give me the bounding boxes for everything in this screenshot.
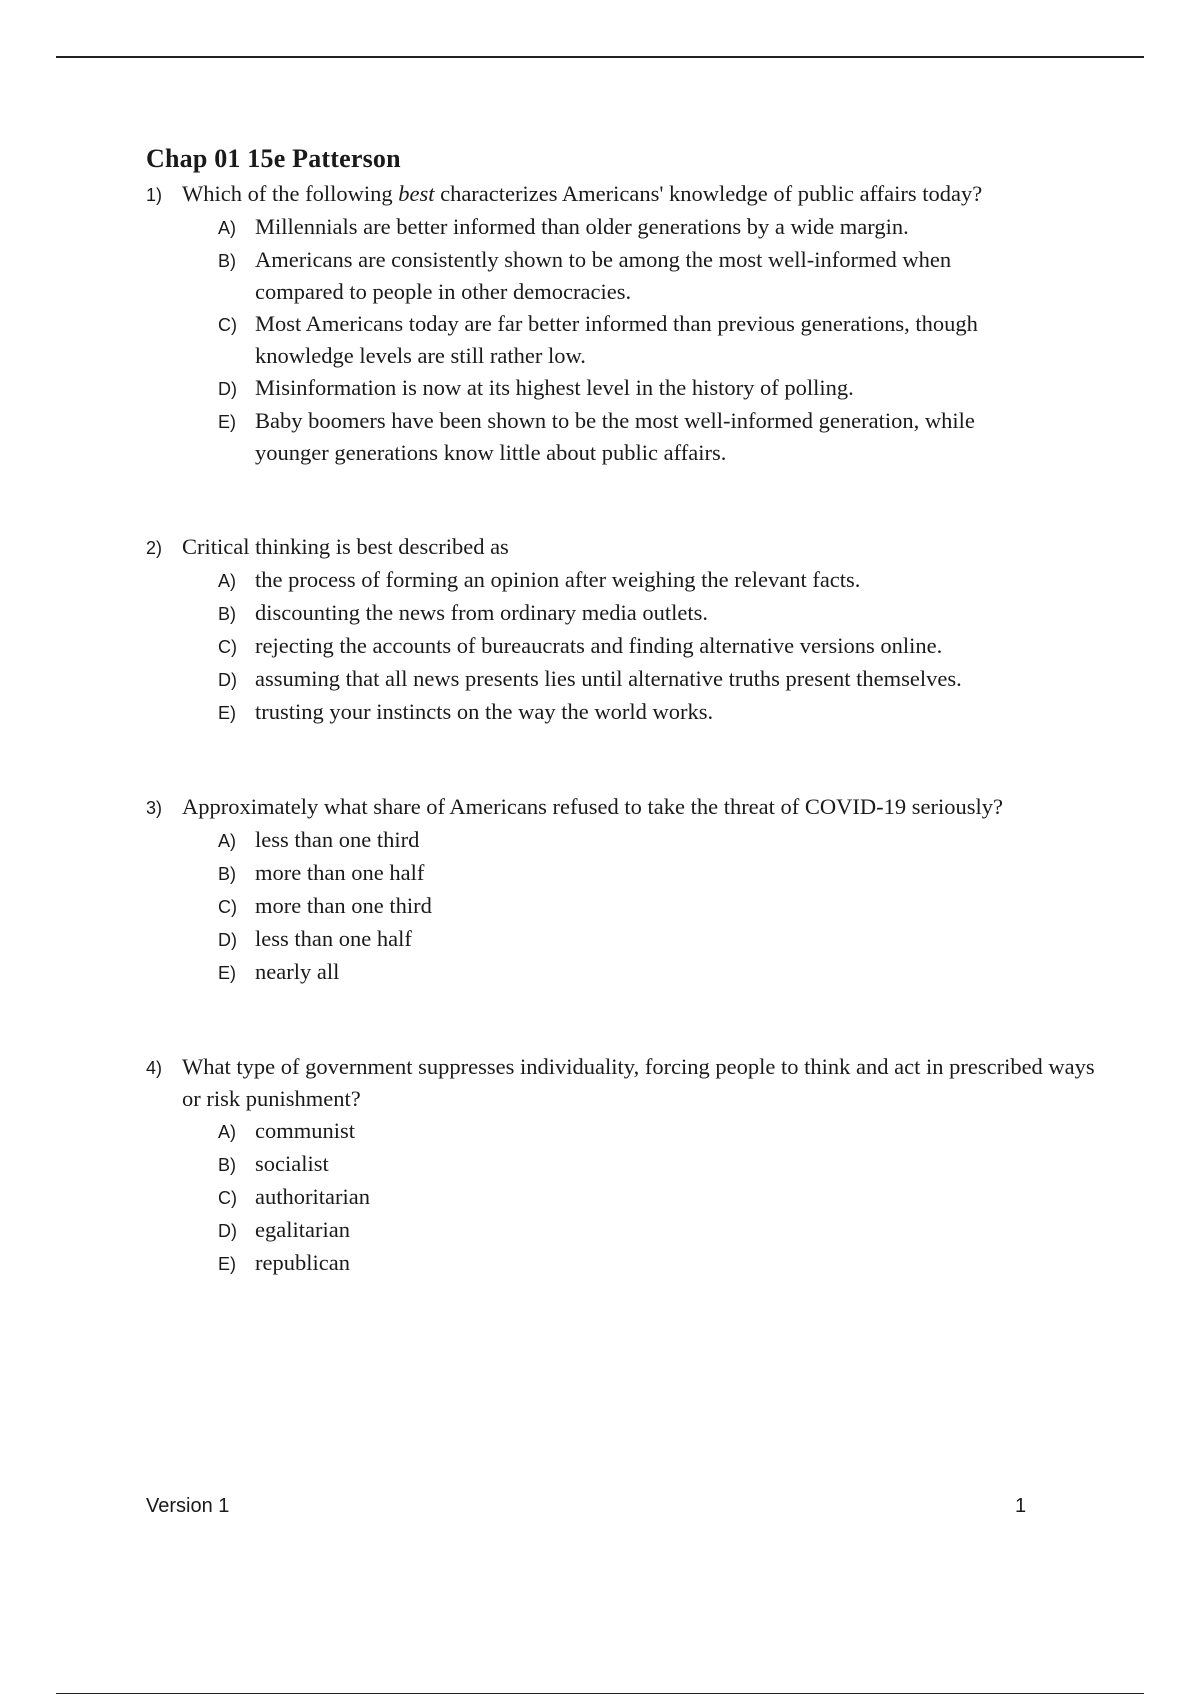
option-label: D) — [218, 1221, 237, 1241]
answer-option — [218, 372, 1106, 405]
option-text: authoritarian — [255, 1184, 370, 1209]
option-text: Millennials are better informed than older generations by a wide margin. — [255, 214, 909, 239]
option-label: D) — [218, 379, 237, 399]
question-text: What type of government suppresses individuality, forcing people to think and act in prescribed ways or risk punishment? — [182, 1054, 1095, 1111]
answer-option — [218, 1214, 1106, 1247]
option-label: A) — [218, 218, 236, 238]
answer-option — [218, 824, 1106, 857]
footer-version: Version 1 — [146, 1495, 230, 1517]
option-text: more than one half — [255, 860, 425, 885]
answer-option — [218, 1115, 1106, 1148]
answer-option — [218, 1148, 1106, 1181]
answer-options — [218, 1115, 1106, 1280]
answer-option — [218, 405, 1106, 469]
option-label: C) — [218, 315, 237, 335]
answer-option — [218, 564, 1106, 597]
answer-option — [218, 1247, 1106, 1280]
emphasis-text: best — [398, 181, 435, 206]
answer-option — [218, 857, 1106, 890]
option-label: B) — [218, 604, 236, 624]
option-text: discounting the news from ordinary media outlets. — [255, 600, 709, 625]
option-label: B) — [218, 864, 236, 884]
question-text: Approximately what share of Americans refused to take the threat of COVID-19 seriously? — [182, 794, 1003, 819]
option-text: more than one third — [255, 893, 432, 918]
option-text: socialist — [255, 1151, 329, 1176]
option-label: E) — [218, 412, 236, 432]
answer-options — [218, 824, 1106, 989]
option-label: D) — [218, 930, 237, 950]
option-label: D) — [218, 670, 237, 690]
option-label: C) — [218, 637, 237, 657]
option-text: less than one half — [255, 926, 412, 951]
answer-option — [218, 890, 1106, 923]
option-label: E) — [218, 963, 236, 983]
chapter-title: Chap 01 15e Patterson — [146, 144, 401, 173]
option-text: nearly all — [255, 959, 340, 984]
question-number: 3) — [146, 798, 163, 818]
footer-page-number: 1 — [1015, 1495, 1027, 1517]
option-text: assuming that all news presents lies until alternative truths present themselves. — [255, 666, 962, 691]
question-1 — [146, 178, 1106, 469]
document-body — [146, 144, 1106, 1280]
option-text: communist — [255, 1118, 355, 1143]
option-text: Misinformation is now at its highest level in the history of polling. — [255, 375, 854, 400]
option-text: republican — [255, 1250, 350, 1275]
answer-options — [218, 211, 1106, 469]
option-text: Americans are consistently shown to be among the most well-informed when compared to people in other democracies. — [255, 247, 952, 304]
option-text: Baby boomers have been shown to be the most well-informed generation, while younger generations know little about public affairs. — [255, 408, 975, 465]
option-label: C) — [218, 897, 237, 917]
question-number: 4) — [146, 1058, 163, 1078]
question-4 — [146, 1051, 1106, 1280]
question-3 — [146, 791, 1106, 989]
option-label: E) — [218, 1254, 236, 1274]
option-text: the process of forming an opinion after weighing the relevant facts. — [255, 567, 861, 592]
answer-option — [218, 956, 1106, 989]
answer-options — [218, 564, 1106, 729]
bottom-rule — [56, 1693, 1144, 1694]
top-rule — [56, 56, 1144, 58]
answer-option — [218, 308, 1106, 372]
option-label: A) — [218, 1122, 236, 1142]
answer-option — [218, 597, 1106, 630]
option-label: E) — [218, 703, 236, 723]
option-label: C) — [218, 1188, 237, 1208]
answer-option — [218, 244, 1106, 308]
option-label: B) — [218, 1155, 236, 1175]
option-text: trusting your instincts on the way the world works. — [255, 699, 714, 724]
question-number: 1) — [146, 185, 163, 205]
option-text: egalitarian — [255, 1217, 350, 1242]
question-number: 2) — [146, 538, 163, 558]
option-text: Most Americans today are far better informed than previous generations, though knowledge levels are still rather low. — [255, 311, 978, 368]
answer-option — [218, 663, 1106, 696]
option-label: A) — [218, 571, 236, 591]
option-text: less than one third — [255, 827, 420, 852]
option-label: B) — [218, 251, 236, 271]
question-2 — [146, 531, 1106, 729]
option-text: rejecting the accounts of bureaucrats and finding alternative versions online. — [255, 633, 943, 658]
question-text: Which of the following best characterizes Americans' knowledge of public affairs today? — [182, 181, 983, 206]
answer-option — [218, 696, 1106, 729]
answer-option — [218, 211, 1106, 244]
question-text: Critical thinking is best described as — [182, 534, 509, 559]
answer-option — [218, 923, 1106, 956]
option-label: A) — [218, 831, 236, 851]
answer-option — [218, 630, 1106, 663]
answer-option — [218, 1181, 1106, 1214]
